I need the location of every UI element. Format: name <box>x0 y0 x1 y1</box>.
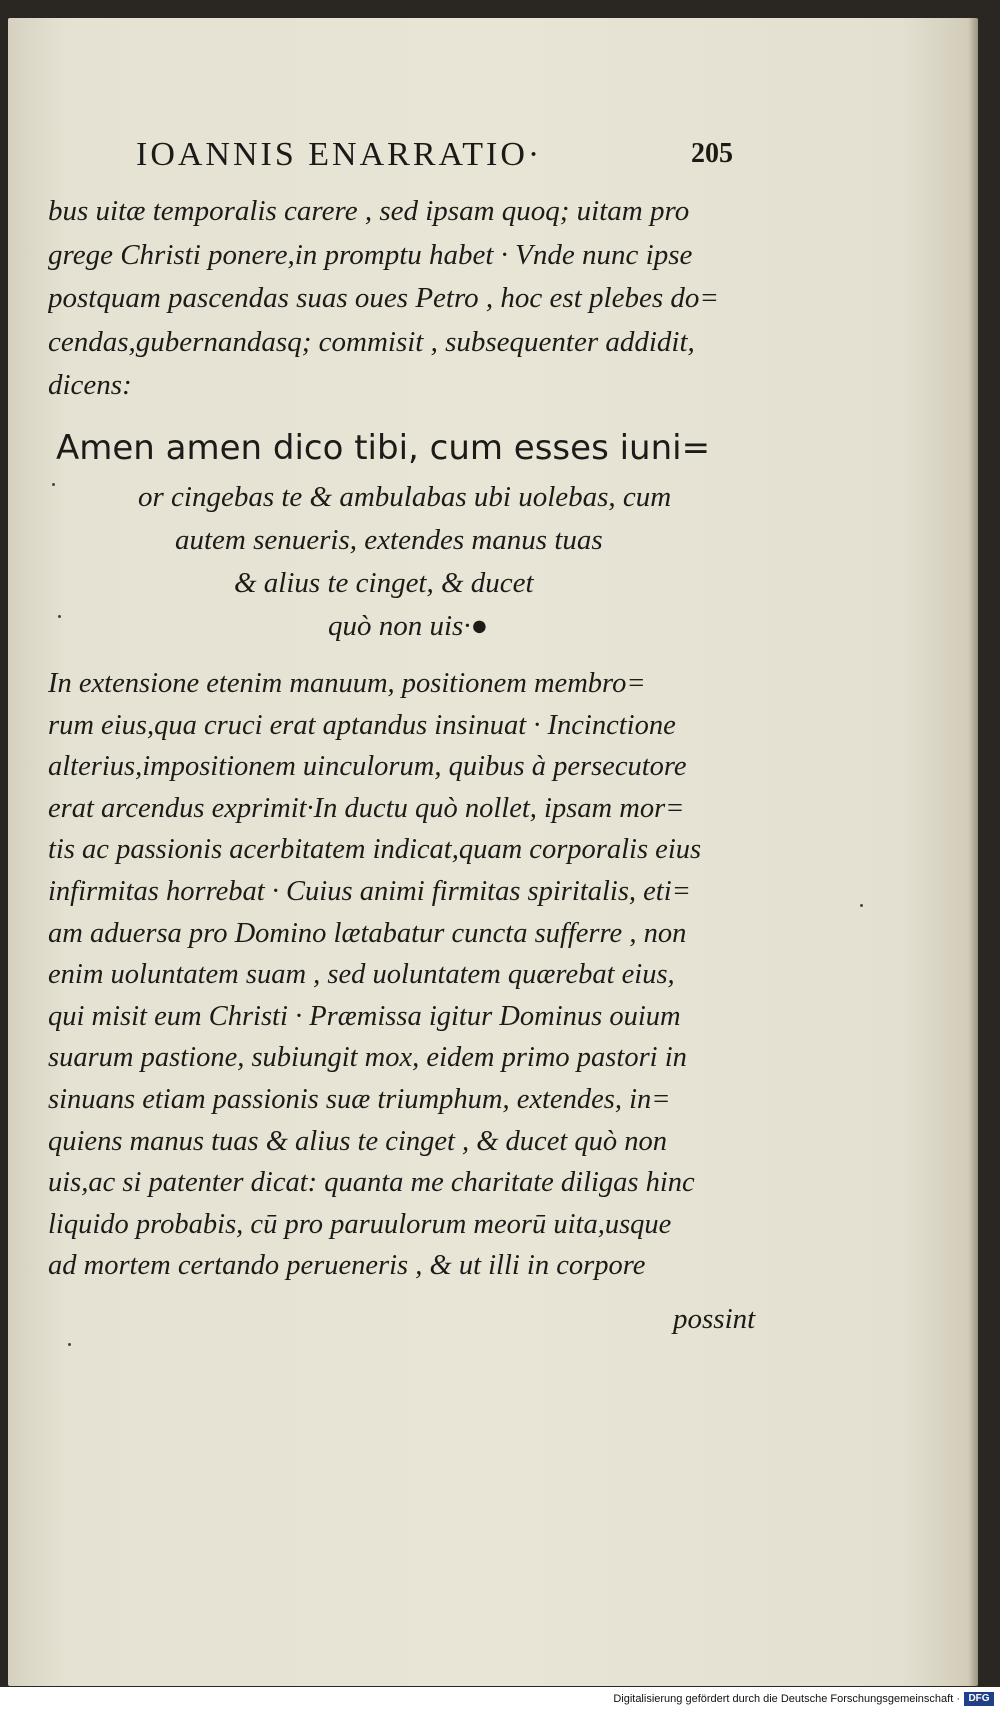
scripture-quote <box>48 476 828 648</box>
text-line: am aduersa pro Domino lætabatur cuncta sufferre , non <box>48 917 687 949</box>
paper-speck <box>58 615 61 618</box>
text-line: cendas,gubernandasq; commisit , subsequenter addidit, <box>48 325 695 358</box>
book-page <box>8 18 978 1686</box>
text-line: tis ac passionis acerbitatem indicat,quam corporalis eius <box>48 834 702 866</box>
quote-line: autem senueris, extendes manus tuas <box>175 524 603 556</box>
text-line: qui misit eum Christi · Præmissa igitur Dominus ouium <box>48 1000 681 1032</box>
text-line: bus uitæ temporalis carere , sed ipsam quoq; uitam pro <box>48 195 690 227</box>
text-line: In extensione etenim manuum, positionem membro= <box>48 668 646 699</box>
text-line: grege Christi ponere,in promptu habet · Vnde nunc ipse <box>48 238 693 271</box>
funding-credit: Digitalisierung gefördert durch die Deutsche Forschungsgemeinschaft · <box>613 1693 960 1705</box>
text-line: uis,ac si patenter dicat: quanta me charitate diligas hinc <box>48 1167 695 1199</box>
paper-speck <box>68 1343 71 1346</box>
paper-speck <box>52 483 55 486</box>
scripture-quote-lead: Amen amen dico tibi, cum esses iuni= <box>56 428 711 468</box>
page-edge-shadow <box>968 18 978 1686</box>
text-line: infirmitas horrebat · Cuius animi firmitas spiritalis, eti= <box>48 875 691 907</box>
quote-line: & alius te cinget, & ducet <box>234 567 534 599</box>
text-line: liquido probabis, cū pro paruulorum meorū uita,usque <box>48 1208 672 1240</box>
digitization-footer <box>0 1687 1000 1709</box>
page-number: 205 <box>691 138 733 169</box>
paper-speck <box>860 904 863 907</box>
text-line: dicens: <box>48 369 132 401</box>
text-line: ad mortem certando perueneris , & ut illi in corpore <box>48 1250 646 1282</box>
text-line: sinuans etiam passionis suæ triumphum, extendes, in= <box>48 1083 671 1115</box>
paragraph-2 <box>48 663 758 1287</box>
paragraph-1 <box>48 190 758 408</box>
text-line: quiens manus tuas & alius te cinget , & ducet quò non <box>48 1125 668 1157</box>
text-line: rum eius,qua cruci erat aptandus insinuat · Incinctione <box>48 709 676 741</box>
catchword: possint <box>673 1303 756 1335</box>
quote-line: or cingebas te & ambulabas ubi uolebas, cum <box>138 481 672 513</box>
text-line: enim uoluntatem suam , sed uoluntatem quærebat eius, <box>48 959 675 991</box>
dfg-logo-icon: DFG <box>964 1692 994 1706</box>
text-line: alterius,impositionem uinculorum, quibus à persecutore <box>48 751 687 783</box>
text-line: suarum pastione, subiungit mox, eidem primo pastori in <box>48 1042 687 1074</box>
text-line: erat arcendus exprimit·In ductu quò nollet, ipsam mor= <box>48 792 685 824</box>
text-line: postquam pascendas suas oues Petro , hoc est plebes do= <box>48 282 719 314</box>
quote-line: quò non uis·● <box>328 610 489 642</box>
running-title: IOANNIS ENARRATIO· <box>136 136 543 173</box>
